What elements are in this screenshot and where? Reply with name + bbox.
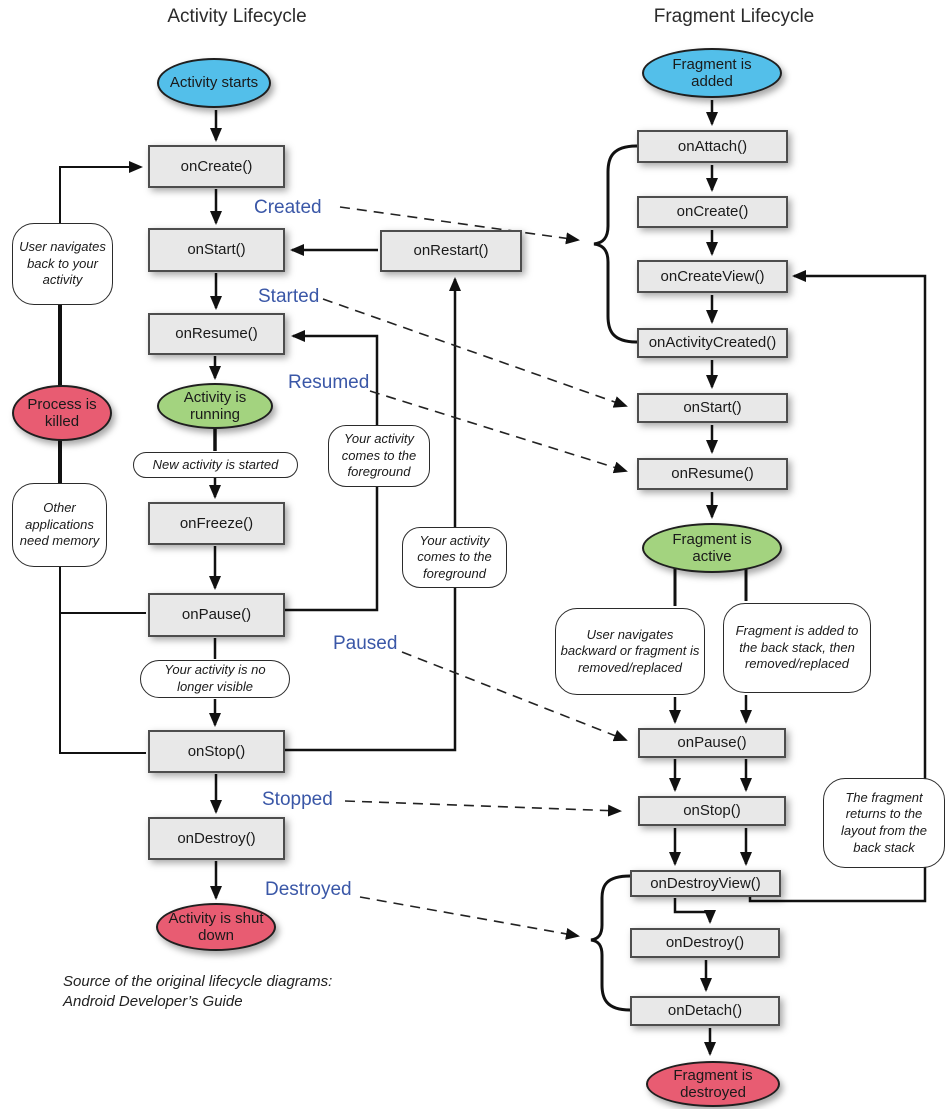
state-label-destroyed: Destroyed	[265, 879, 352, 900]
activity-running-ellipse: Activity is running	[157, 383, 273, 429]
fragment-added-ellipse: Fragment is added	[642, 48, 782, 98]
source-note-line2: Android Developer’s Guide	[63, 993, 243, 1011]
activity-box-onrestart: onRestart()	[380, 230, 522, 272]
created-brace	[594, 146, 637, 342]
activity-box-onresume: onResume()	[148, 313, 285, 355]
source-note	[63, 972, 332, 1013]
note-new-activity: New activity is started	[133, 452, 298, 478]
activity-box-onfreeze: onFreeze()	[148, 502, 285, 545]
activity-box-ondestroy: onDestroy()	[148, 817, 285, 860]
fragment-box-ondetach: onDetach()	[630, 996, 780, 1026]
activity-title: Activity Lifecycle	[167, 6, 307, 27]
fragment-box-oncreateview: onCreateView()	[637, 260, 788, 293]
fragment-destroyed-ellipse: Fragment is destroyed	[646, 1061, 780, 1107]
fragment-box-ondestroy: onDestroy()	[630, 928, 780, 958]
activity-box-oncreate: onCreate()	[148, 145, 285, 188]
state-label-created: Created	[254, 197, 322, 218]
fragment-box-onresume: onResume()	[637, 458, 788, 490]
activity-box-onpause: onPause()	[148, 593, 285, 637]
note-fragment-back-stack: Fragment is added to the back stack, then removed/replaced	[723, 603, 871, 693]
fragment-active-ellipse: Fragment is active	[642, 523, 782, 573]
state-label-resumed: Resumed	[288, 372, 370, 393]
fragment-box-oncreate: onCreate()	[637, 196, 788, 228]
fragment-box-onattach: onAttach()	[637, 130, 788, 163]
fragment-box-onactivitycreated: onActivityCreated()	[637, 328, 788, 358]
fragment-box-onstop: onStop()	[638, 796, 786, 826]
source-note-line1: Source of the original lifecycle diagrams:	[63, 973, 333, 990]
state-label-paused: Paused	[333, 633, 398, 654]
state-label-stopped: Stopped	[262, 789, 333, 810]
note-foreground-2: Your activity comes to the foreground	[402, 527, 507, 588]
process-killed-ellipse: Process is killed	[12, 385, 112, 441]
note-user-navigates: User navigates back to your activity	[12, 223, 113, 305]
note-fragment-user-back: User navigates backward or fragment is removed/replaced	[555, 608, 705, 695]
activity-box-onstop: onStop()	[148, 730, 285, 773]
activity-shutdown-ellipse: Activity is shut down	[156, 903, 276, 951]
activity-starts-ellipse: Activity starts	[157, 58, 271, 108]
note-foreground-1: Your activity comes to the foreground	[328, 425, 430, 487]
note-not-visible: Your activity is no longer visible	[140, 660, 290, 698]
activity-box-onstart: onStart()	[148, 228, 285, 272]
note-fragment-returns: The fragment returns to the layout from the back stack	[823, 778, 945, 868]
fragment-box-onpause: onPause()	[638, 728, 786, 758]
note-other-apps: Other applications need memory	[12, 483, 107, 567]
fragment-title: Fragment Lifecycle	[653, 6, 815, 27]
fragment-flow-arrows	[675, 100, 925, 1054]
fragment-box-ondestroyview: onDestroyView()	[630, 870, 781, 897]
state-label-started: Started	[258, 286, 320, 307]
destroyed-brace	[591, 876, 630, 1010]
fragment-box-onstart: onStart()	[637, 393, 788, 423]
